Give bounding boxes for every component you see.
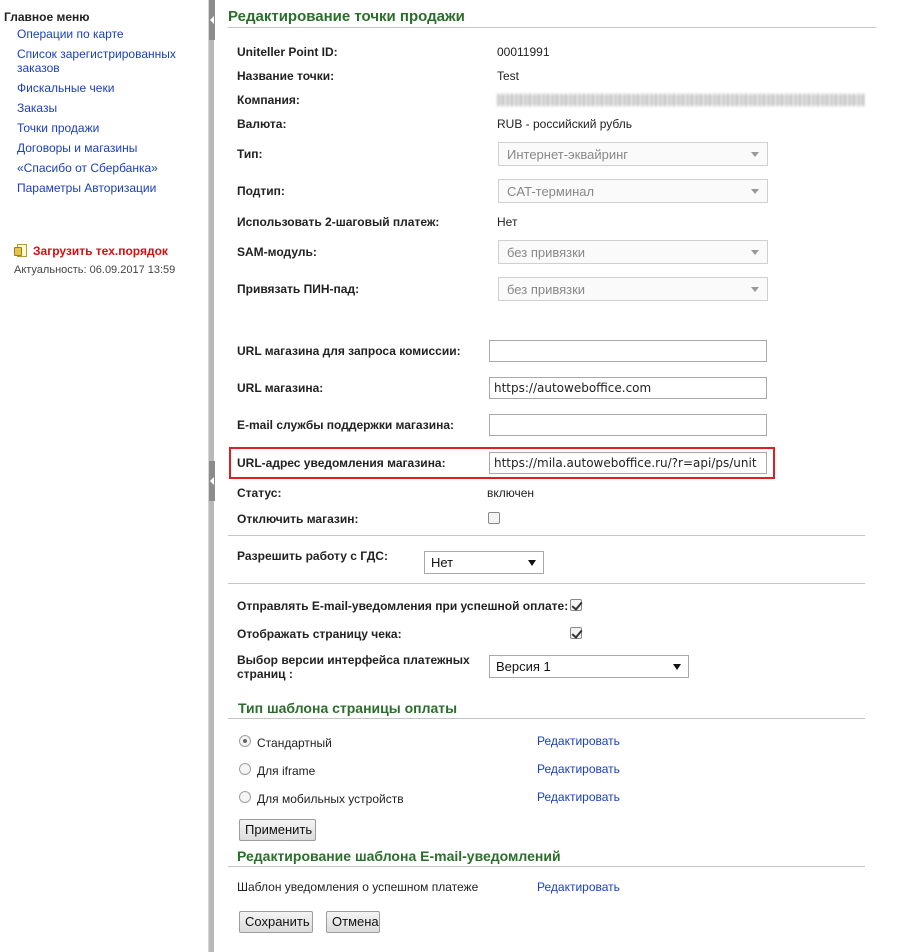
- support-email-input[interactable]: [489, 414, 767, 436]
- point-id-value: 00011991: [497, 45, 550, 59]
- template-mobile-radio[interactable]: [239, 791, 251, 803]
- edit-success-template-link[interactable]: Редактировать: [537, 880, 620, 894]
- status-label: Статус:: [237, 486, 282, 500]
- pinpad-select-value: без привязки: [507, 282, 586, 297]
- edit-iframe-link[interactable]: Редактировать: [537, 762, 620, 776]
- two-step-label: Использовать 2-шаговый платеж:: [237, 215, 440, 229]
- pinpad-label: Привязать ПИН-пад:: [237, 282, 360, 296]
- template-iframe-label: Для iframe: [257, 764, 316, 778]
- apply-button[interactable]: Применить: [239, 819, 316, 841]
- divider: [228, 718, 865, 719]
- disable-shop-checkbox[interactable]: [488, 512, 500, 524]
- divider: [228, 866, 865, 867]
- point-name-value: Test: [497, 69, 520, 83]
- menu-item-spasibo[interactable]: «Спасибо от Сбербанка»: [17, 161, 158, 175]
- template-section-title: Тип шаблона страницы оплаты: [238, 700, 458, 716]
- subtype-select-value: CAT-терминал: [507, 184, 595, 199]
- notify-url-label: URL-адрес уведомления магазина:: [237, 456, 446, 470]
- actuality-timestamp: Актуальность: 06.09.2017 13:59: [14, 264, 176, 276]
- caret-down-icon: [528, 560, 536, 566]
- subtype-label: Подтип:: [237, 184, 285, 198]
- chevron-down-icon: [751, 250, 759, 255]
- shop-url-label: URL магазина:: [237, 381, 324, 395]
- menu-item-contracts-shops[interactable]: Договоры и магазины: [17, 141, 138, 155]
- menu-item-orders[interactable]: Заказы: [17, 101, 58, 115]
- main-content: [214, 0, 906, 952]
- email-notify-label: Отправлять E-mail-уведомления при успешной оплате:: [237, 599, 569, 613]
- type-select[interactable]: [498, 142, 768, 166]
- page-title: Редактирование точки продажи: [228, 8, 465, 25]
- gds-select[interactable]: [424, 551, 544, 574]
- divider: [228, 535, 865, 536]
- status-value: включен: [487, 486, 535, 500]
- point-id-label: Uniteller Point ID:: [237, 45, 338, 59]
- email-notify-checkbox[interactable]: [570, 599, 582, 611]
- show-receipt-label: Отображать страницу чека:: [237, 627, 402, 641]
- email-template-section-title: Редактирование шаблона E-mail-уведомлений: [237, 848, 561, 864]
- template-standard-label: Стандартный: [257, 736, 332, 750]
- gds-select-value: Нет: [431, 555, 454, 570]
- chevron-down-icon: [751, 189, 759, 194]
- edit-standard-link[interactable]: Редактировать: [537, 734, 620, 748]
- point-name-label: Название точки:: [237, 69, 335, 83]
- pinpad-select[interactable]: [498, 277, 768, 301]
- show-receipt-checkbox[interactable]: [570, 627, 582, 639]
- notify-url-input[interactable]: https://mila.autoweboffice.ru/?r=api/ps/unit: [489, 452, 767, 474]
- sam-module-select-value: без привязки: [507, 245, 586, 260]
- template-standard-radio[interactable]: [239, 735, 251, 747]
- subtype-select[interactable]: [498, 179, 768, 203]
- interface-version-select[interactable]: [489, 655, 689, 678]
- template-iframe-radio[interactable]: [239, 763, 251, 775]
- menu-title: Главное меню: [4, 10, 90, 24]
- divider: [228, 583, 865, 584]
- save-button[interactable]: Сохранить: [239, 911, 313, 933]
- type-label: Тип:: [237, 147, 263, 161]
- shop-url-input[interactable]: https://autoweboffice.com: [489, 377, 767, 399]
- download-tech-order-link[interactable]: Загрузить тех.порядок: [33, 244, 168, 258]
- success-template-label: Шаблон уведомления о успешном платеже: [237, 880, 479, 894]
- gds-label: Разрешить работу с ГДС:: [237, 549, 388, 563]
- commission-url-input[interactable]: [489, 340, 767, 362]
- caret-down-icon: [673, 664, 681, 670]
- menu-item-fiscal-receipts[interactable]: Фискальные чеки: [17, 81, 115, 95]
- type-select-value: Интернет-эквайринг: [507, 147, 629, 162]
- company-label: Компания:: [237, 93, 300, 107]
- currency-label: Валюта:: [237, 117, 287, 131]
- edit-mobile-link[interactable]: Редактировать: [537, 790, 620, 804]
- interface-version-label: Выбор версии интерфейса платежных страниц :: [237, 653, 470, 681]
- interface-version-select-value: Версия 1: [496, 659, 551, 674]
- currency-value: RUB - российский рубль: [497, 117, 633, 131]
- divider: [228, 27, 876, 28]
- sam-module-select[interactable]: [498, 240, 768, 264]
- chevron-down-icon: [751, 152, 759, 157]
- sidebar: [0, 0, 208, 952]
- chevron-down-icon: [751, 287, 759, 292]
- menu-item-registered-orders[interactable]: Список зарегистрированных заказов: [17, 47, 176, 75]
- menu-item-auth-params[interactable]: Параметры Авторизации: [17, 181, 157, 195]
- sam-module-label: SAM-модуль:: [237, 245, 317, 259]
- commission-url-label: URL магазина для запроса комиссии:: [237, 344, 461, 358]
- menu-item-points-of-sale[interactable]: Точки продажи: [17, 121, 100, 135]
- menu-item-card-operations[interactable]: Операции по карте: [17, 27, 124, 41]
- cancel-button[interactable]: Отмена: [326, 911, 380, 933]
- download-tech-order[interactable]: [14, 244, 168, 258]
- two-step-value: Нет: [497, 215, 518, 229]
- support-email-label: E-mail службы поддержки магазина:: [237, 418, 455, 432]
- company-value-redacted: [497, 94, 865, 106]
- template-mobile-label: Для мобильных устройств: [257, 792, 404, 806]
- disable-shop-label: Отключить магазин:: [237, 512, 359, 526]
- document-icon: [14, 244, 29, 258]
- main-menu: [17, 27, 202, 201]
